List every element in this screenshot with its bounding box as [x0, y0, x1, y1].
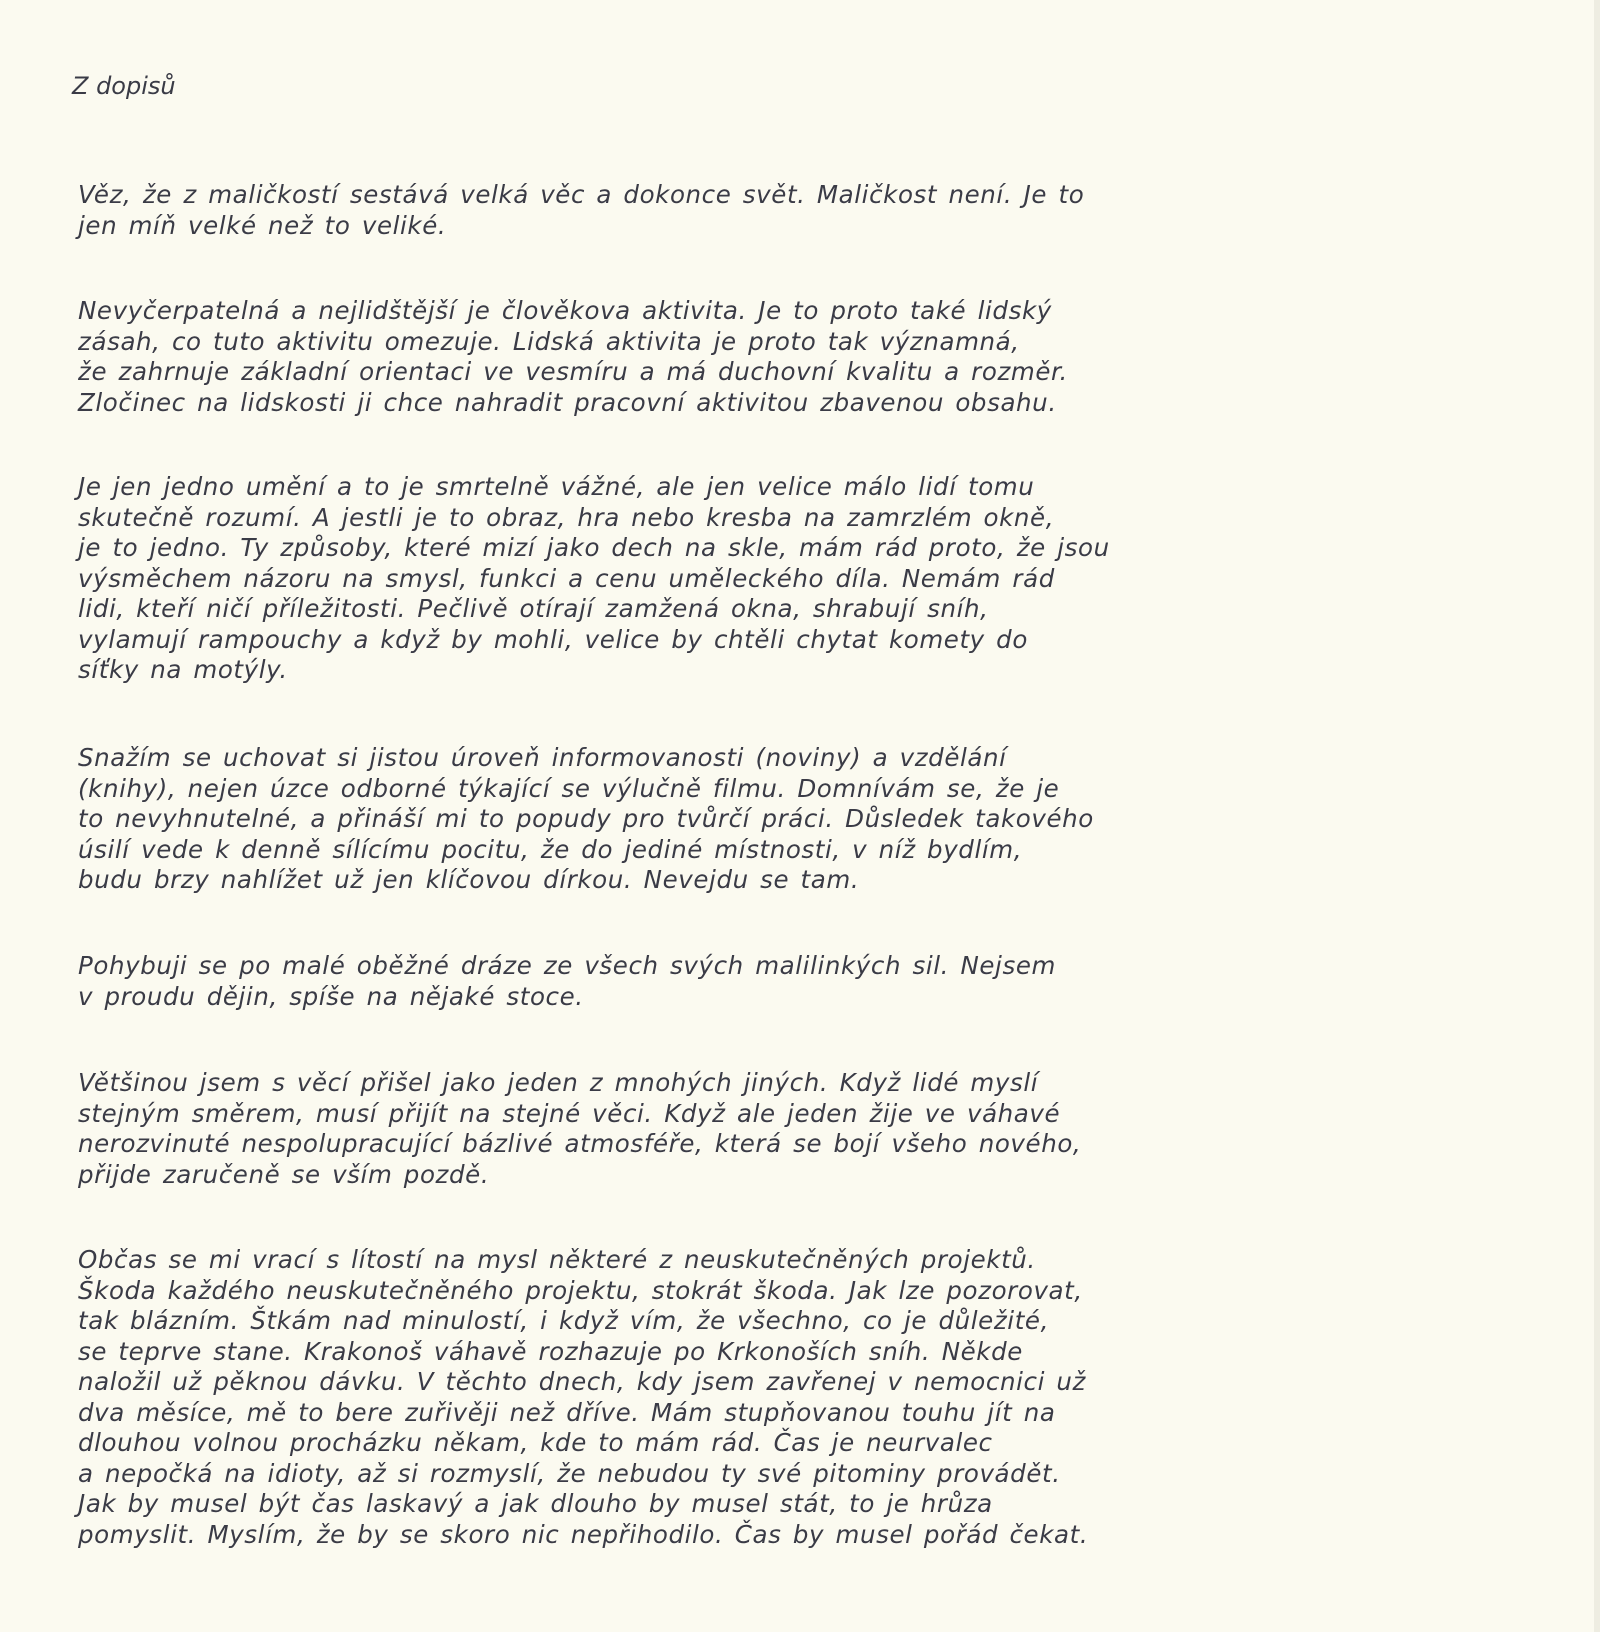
- page-edge: [1594, 0, 1600, 1632]
- paragraph-5: Pohybuji se po malé oběžné dráze ze všech svých malilinkých sil. Nejsem v proudu dějin, spíše na nějaké stoce.: [78, 951, 1056, 1011]
- paragraph-7: Občas se mi vrací s lítostí na mysl některé z neuskutečněných projektů. Škoda každého neuskutečněného projektu, stokrát škoda. Jak lze pozorovat, tak blázním. Štkám nad minulostí, i když vím, že všechno, co je důležité, se teprve stane. Krakonoš váhavě rozhazuje po Krkonoších sníh. Někde naložil už pěknou dávku. V těchto dnech, kdy jsem zavřenej v nemocnici už dva měsíce, mě to bere zuřivěji než dříve. Mám stupňovanou touhu jít na dlouhou volnou procházku někam, kde to mám rád. Čas je neurvalec a nepočká na idioty, až si rozmyslí, že nebudou ty své pitominy provádět. Jak by musel být čas laskavý a jak dlouho by musel stát, to je hrůza pomyslit. Myslím, že by se skoro nic nepřihodilo. Čas by musel pořád čekat.: [78, 1245, 1089, 1549]
- paragraph-2: Nevyčerpatelná a nejlidštější je člověkova aktivita. Je to proto také lidský zásah, co tuto aktivitu omezuje. Lidská aktivita je proto tak významná, že zahrnuje základní orientaci ve vesmíru a má duchovní kvalitu a rozměr. Zločinec na lidskosti ji chce nahradit pracovní aktivitou zbavenou obsahu.: [78, 296, 1068, 417]
- page-title: Z dopisů: [72, 72, 176, 100]
- paragraph-1: Věz, že z maličkostí sestává velká věc a dokonce svět. Maličkost není. Je to jen míň velké než to veliké.: [78, 180, 1085, 240]
- paragraph-6: Většinou jsem s věcí přišel jako jeden z mnohých jiných. Když lidé myslí stejným směrem, musí přijít na stejné věci. Když ale jeden žije ve váhavé nerozvinuté nespolupracující bázlivé atmosféře, která se bojí všeho nového, přijde zaručeně se vším pozdě.: [78, 1068, 1082, 1189]
- paragraph-3: Je jen jedno umění a to je smrtelně vážné, ale jen velice málo lidí tomu skutečně rozumí. A jestli je to obraz, hra nebo kresba na zamrzlém okně, je to jedno. Ty způsoby, které mizí jako dech na skle, mám rád proto, že jsou výsměchem názoru na smysl, funkci a cenu uměleckého díla. Nemám rád lidi, kteří ničí příležitosti. Pečlivě otírají zamžená okna, shrabují sníh, vylamují rampouchy a když by mohli, velice by chtěli chytat komety do síťky na motýly.: [78, 472, 1110, 684]
- paragraph-4: Snažím se uchovat si jistou úroveň informovanosti (noviny) a vzdělání (knihy), nejen úzce odborné týkající se výlučně filmu. Domnívám se, že je to nevyhnutelné, a přináší mi to popudy pro tvůrčí práci. Důsledek takového úsilí vede k denně sílícímu pocitu, že do jediné místnosti, v níž bydlím, budu brzy nahlížet už jen klíčovou dírkou. Nevejdu se tam.: [78, 743, 1094, 894]
